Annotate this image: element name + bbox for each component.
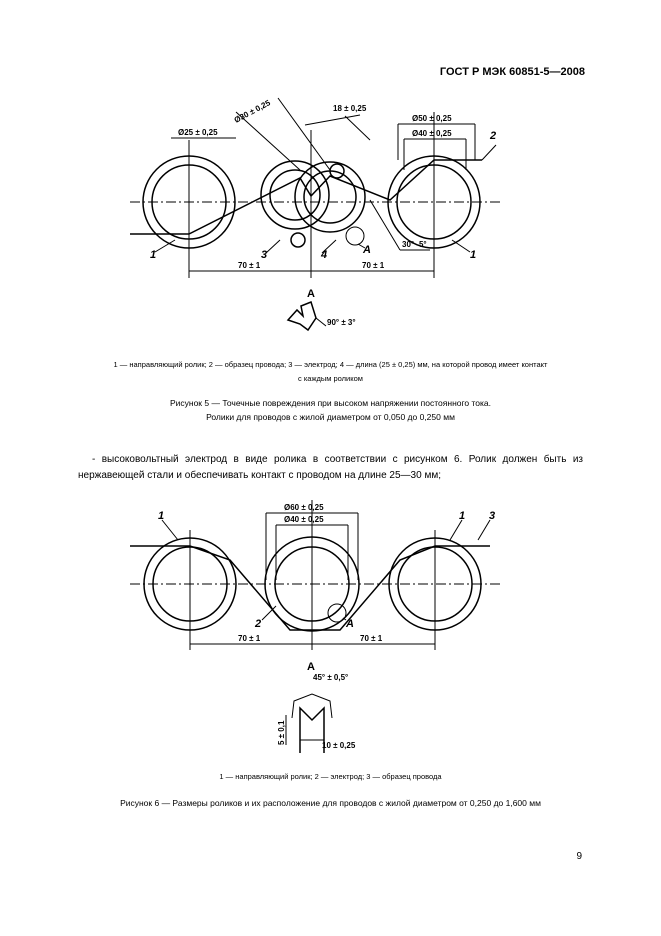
detail-a-width: 10 ± 0,25	[322, 741, 356, 750]
dim-d60: Ø60 ± 0,25	[284, 503, 324, 512]
label-1-left: 1	[158, 510, 165, 522]
figure-5-title-line1: Рисунок 5 — Точечные повреждения при высоком напряжении постоянного тока.	[169, 398, 492, 408]
dim-len-right: 70 ± 1	[360, 634, 383, 643]
detail-a-label: A	[307, 661, 315, 673]
figure-6-legend: 1 — направляющий ролик; 2 — электрод; 3 — образец провода	[219, 772, 442, 781]
document-header: ГОСТ Р МЭК 60851-5—2008	[439, 66, 585, 78]
label-3: 3	[261, 249, 268, 261]
label-4: 4	[321, 249, 328, 261]
figure-6-title: Рисунок 6 — Размеры роликов и их расположение для проводов с жилой диаметром от 0,250 до 1,600 мм	[120, 798, 541, 808]
figure-5-legend-line1: 1 — направляющий ролик; 2 — образец провода; 3 — электрод; 4 — длина (25 ± 0,25) мм, на которой провод имеет контакт	[113, 360, 548, 369]
label-2: 2	[490, 130, 497, 142]
figure-5-drawing	[0, 80, 661, 350]
detail-a-label: A	[307, 288, 315, 300]
label-1-right: 1	[459, 510, 466, 522]
figure-5-title-line2: Ролики для проводов с жилой диаметром от 0,050 до 0,250 мм	[206, 412, 455, 422]
figure-5-legend-line2: с каждым роликом	[298, 374, 363, 383]
label-2: 2	[255, 618, 262, 630]
label-A: A	[346, 618, 354, 630]
detail-a-depth: 5 ± 0,1	[277, 720, 286, 745]
dim-angle: 30° -5°	[402, 240, 427, 249]
figure-6-drawing	[0, 495, 661, 765]
dim-d50: Ø50 ± 0,25	[412, 114, 452, 123]
label-A: A	[363, 244, 371, 256]
dim-len-right: 70 ± 1	[362, 261, 385, 270]
page-number: 9	[576, 851, 582, 862]
dim-len-left: 70 ± 1	[238, 261, 261, 270]
body-paragraph	[78, 452, 583, 484]
dim-len-left: 70 ± 1	[238, 634, 261, 643]
body-paragraph-text: - высоковольтный электрод в виде ролика в соответствии с рисунком 6. Ролик должен быть из нержавеющей стали и обеспечивать контакт с проводом на длине 25—30 мм;	[78, 454, 583, 481]
label-3: 3	[489, 510, 496, 522]
detail-a-angle: 90° ± 3°	[327, 318, 356, 327]
label-1-left: 1	[150, 249, 157, 261]
dim-d30: Ø30 ± 0,25	[232, 98, 272, 125]
label-1-right: 1	[470, 249, 477, 261]
detail-a-angle: 45° ± 0,5°	[313, 673, 349, 682]
detail-a-groove	[288, 302, 326, 330]
dim-d40: Ø40 ± 0,25	[284, 515, 324, 524]
dim-d40: Ø40 ± 0,25	[412, 129, 452, 138]
dim-d25: Ø25 ± 0,25	[178, 128, 218, 137]
dim-gap18: 18 ± 0,25	[333, 104, 367, 113]
